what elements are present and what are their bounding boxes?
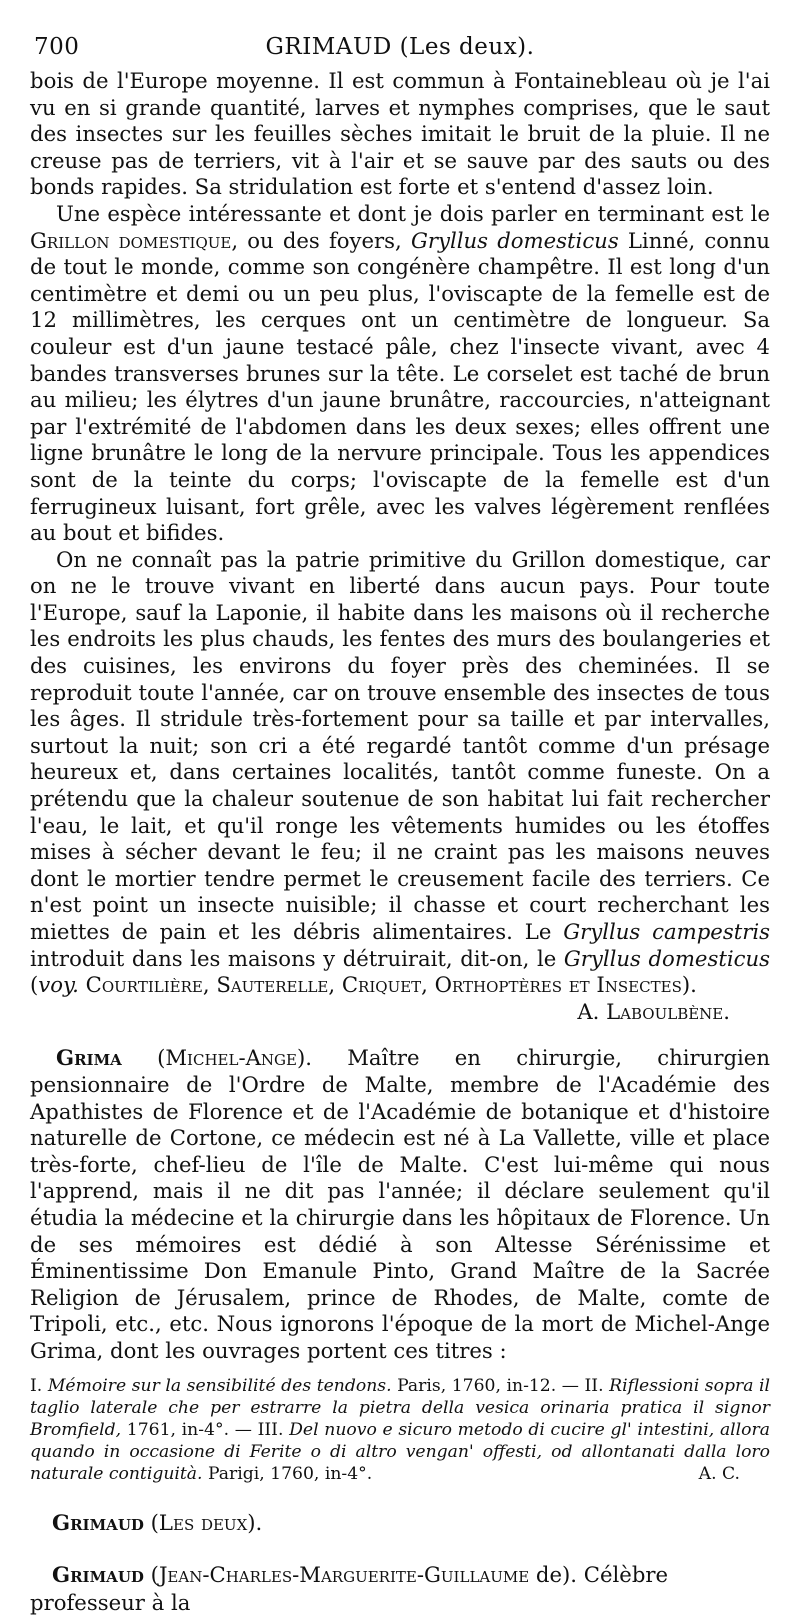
paragraph-3-text-b: introduit dans les maisons y détruirait, dit-on, le xyxy=(30,945,564,971)
entry-heading-grima: Grima xyxy=(56,1045,122,1071)
ref-3-details: Parigi, 1760, in-4°. xyxy=(202,1463,373,1484)
ref-2-title: Riflessioni sopra il taglio laterale che per estrarre la pietra della vesica orinaria pratica il signor Bromfield, xyxy=(30,1375,770,1440)
paragraph-2-text-b: , ou des foyers, xyxy=(231,227,411,253)
species-latin-name: Gryllus domesticus xyxy=(410,227,619,253)
entry-grimaud-2-text-b: de). Célèbre professeur à la xyxy=(30,1561,669,1615)
entry-grima xyxy=(30,1045,770,1364)
ref-1-title: Mémoire sur la sensibilité des tendons. xyxy=(47,1375,392,1396)
ref-signature: A. C. xyxy=(698,1463,740,1484)
page-header xyxy=(30,30,770,68)
ref-2-details: 1761, in-4°. — III. xyxy=(121,1419,290,1440)
entry-grimaud-2-forename: Jean-Charles-Marguerite-Guillaume xyxy=(158,1561,530,1587)
paragraph-2-text-a: Une espèce intéressante et dont je dois parler en terminant est le xyxy=(56,200,770,226)
entry-grima-forename: Michel-Ange xyxy=(165,1045,297,1071)
entry-grima-text-b: ). Maître en chirurgie, chirurgien pensionnaire de l'Ordre de Malte, membre de l'Académie des Apathistes de Florence et de l'Académie de botanique et d'histoire naturelle de Cortone, ce médecin est né à La Vallette, ville et place très-forte, chef-lieu de l'île de Malte. C'est lui-même qui nous l'apprend, mais il ne dit pas l'année; il déclare seulement qu'il étudia la médecine et la chirurgie dans les hôpitaux de Florence. Un de ses mémoires est dédié à son Altesse Sérénissime et Éminentissime Don Emanule Pinto, Grand Maître de la Sacrée Religion de Jérusalem, prince de Rhodes, de Malte, comte de Tripoli, etc., etc. Nous ignorons l'époque de la mort de Michel-Ange Grima, dont les ouvrages portent ces titres : xyxy=(30,1045,770,1363)
ref-1-number: I. xyxy=(30,1375,48,1396)
page-number: 700 xyxy=(34,34,80,60)
entry-heading-grimaud-2: Grimaud xyxy=(52,1561,144,1587)
entry-grimaud-2-text-a: ( xyxy=(143,1561,159,1587)
cross-references: Courtilière, Sauterelle, Criquet, Orthoptères et Insectes xyxy=(85,972,682,998)
species-name-smallcaps: Grillon domestique xyxy=(30,227,232,253)
running-title: GRIMAUD (Les deux). xyxy=(265,34,535,60)
latin-name-campestris: Gryllus campestris xyxy=(563,919,770,944)
paragraph-1-text: bois de l'Europe moyenne. Il est commun à Fontainebleau où je l'ai vu en si grande quantité, larves et nymphes comprises, que le saut des insectes sur les feuilles sèches imitait le bruit de la pluie. Il ne creuse pas de terriers, vit à l'air et se sauve par des sauts ou des bonds rapides. Sa stridulation est forte et s'entend d'assez loin. xyxy=(30,68,770,200)
paragraph-3-text-d xyxy=(79,972,86,997)
ref-3-title: Del nuovo e sicuro metodo di cucire gl' intestini, allora quando in occasione di Ferite o di altro vengan' offesti, od allontanati dalla loro naturale contiguità. xyxy=(30,1419,770,1484)
paragraph-3-text-c: ( xyxy=(30,972,39,998)
paragraph-1 xyxy=(30,68,770,201)
entry-heading-grimaud-1: Grimaud xyxy=(52,1509,144,1535)
paragraph-3-text-a: On ne connaît pas la patrie primitive du Grillon domestique, car on ne le trouve vivant en liberté dans aucun pays. Pour toute l'Europe, sauf la Laponie, il habite dans les maisons où il recherche les endroits les plus chauds, les fentes des murs des boulangeries et des cuisines, les environs du foyer près des cheminées. Il se reproduit toute l'année, car on trouve ensemble des insectes de tous les âges. Il stridule très-fortement pour sa taille et par intervalles, surtout la nuit; son cri a été regardé tantôt comme d'un présage heureux et, dans certaines localités, tantôt comme funeste. On a prétendu que la chaleur soutenue de son habitat lui fait rechercher l'eau, le lait, et qu'il ronge les vêtements humides ou les étoffes mises à sécher devant le feu; il ne craint pas les maisons neuves dont le mortier tendre permet le creusement facile des terriers. Ce n'est point un insecte nuisible; il chasse et court recherchant les miettes de pain et les débris alimentaires. Le xyxy=(30,546,770,944)
paragraph-3-text-e: ). xyxy=(681,972,697,998)
article-body xyxy=(30,68,770,1365)
paragraph-3 xyxy=(30,547,770,999)
author-signature: A. Laboulbène. xyxy=(577,998,730,1024)
latin-name-domesticus: Gryllus domesticus xyxy=(563,945,770,971)
bibliography xyxy=(30,1375,770,1485)
voy-abbrev: voy. xyxy=(38,972,79,998)
entry-grimaud-1-rest: (Les deux). xyxy=(143,1509,263,1535)
ref-1-details: Paris, 1760, in-12. — II. xyxy=(391,1375,610,1396)
entry-grimaud-les-deux xyxy=(30,1509,770,1537)
entry-grimaud-jean-charles xyxy=(30,1561,770,1617)
paragraph-2-text-c: Linné, connu de tout le monde, comme son congénère champêtre. Il est long d'un centimètre et demi ou un peu plus, l'oviscapte de la femelle est de 12 millimètres, les cerques ont un centimètre de longueur. Sa couleur est d'un jaune testacé pâle, chez l'insecte vivant, avec 4 bandes transverses brunes sur la tête. Le corselet est taché de brun au milieu; les élytres d'un jaune brunâtre, raccourcies, n'atteignant par l'extrémité de l'abdomen dans les deux sexes; elles offrent une ligne brunâtre le long de la nervure principale. Tous les appendices sont de la teinte du corps; l'oviscapte de la femelle est d'un ferrugineux luisant, fort grêle, avec les valves légèrement renflées au bout et bifides. xyxy=(30,227,770,546)
paragraph-2 xyxy=(30,201,770,547)
entry-grima-text-a: ( xyxy=(121,1045,166,1071)
